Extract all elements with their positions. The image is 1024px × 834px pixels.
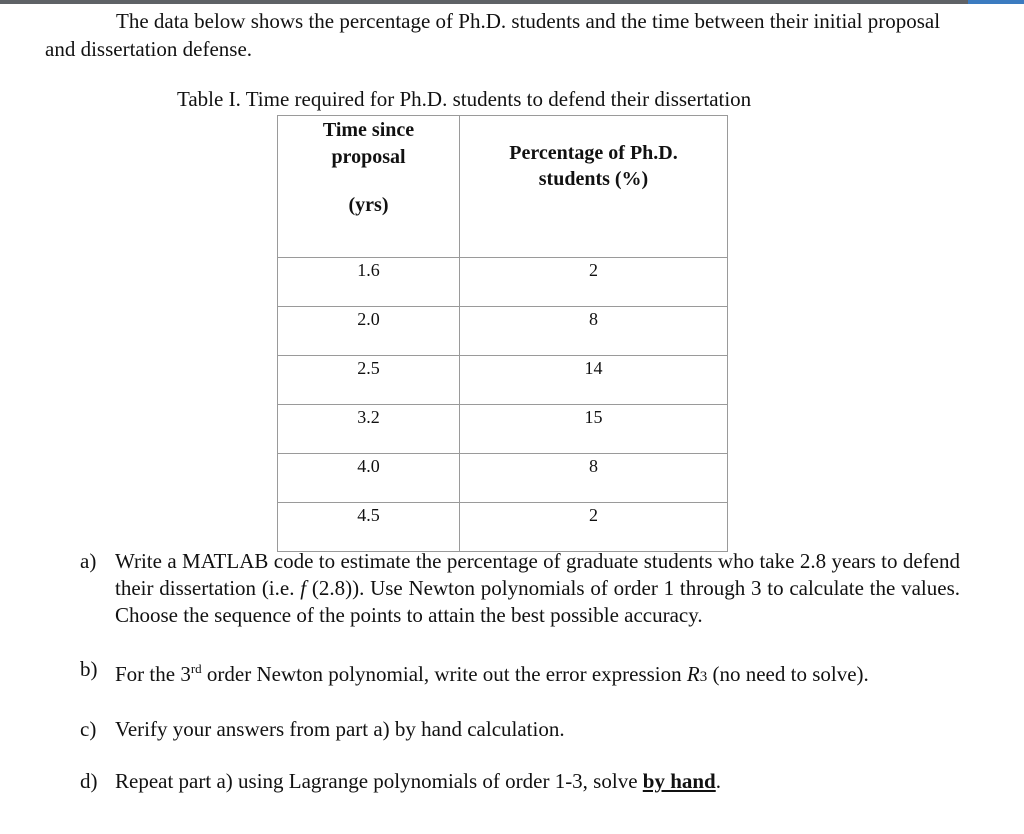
time-cell: 4.0	[278, 454, 460, 503]
table-row	[278, 356, 728, 405]
question-d-text-2: .	[715, 769, 721, 793]
time-header-line1: Time since	[322, 119, 415, 141]
table-row	[278, 405, 728, 454]
percentage-cell: 2	[460, 503, 728, 552]
question-list	[80, 548, 960, 794]
question-b	[80, 656, 960, 690]
percentage-cell: 15	[460, 405, 728, 454]
question-marker: b)	[80, 657, 98, 681]
percentage-column-header	[460, 116, 728, 258]
table-row	[278, 454, 728, 503]
time-cell: 2.5	[278, 356, 460, 405]
table-row	[278, 307, 728, 356]
question-b-text-2: order Newton polynomial, write out the error expression	[201, 662, 687, 686]
time-cell: 4.5	[278, 503, 460, 552]
question-d-text-1: Repeat part a) using Lagrange polynomials of order 1-3, solve	[115, 769, 643, 793]
question-marker: c)	[80, 717, 97, 741]
time-cell: 2.0	[278, 307, 460, 356]
intro-paragraph: The data below shows the percentage of Ph.D. students and the time between their initial proposal and dissertation defense.	[45, 9, 941, 61]
question-c-text: Verify your answers from part a) by hand calculation.	[115, 717, 565, 741]
question-b-text-1: For the 3	[115, 662, 191, 686]
question-marker: a)	[80, 549, 97, 573]
table-row	[278, 258, 728, 307]
question-a-text-2: (2.8)). Use Newton polynomials of order 1 through 3 to calculate the values. Choose the sequence of the points to attain the best possible accuracy.	[115, 576, 960, 627]
emphasis-by-hand: by hand	[642, 769, 716, 793]
time-cell: 1.6	[278, 258, 460, 307]
percentage-cell: 14	[460, 356, 728, 405]
question-a	[80, 548, 960, 629]
question-d	[80, 768, 960, 794]
time-header-line2: proposal	[331, 146, 406, 168]
question-b-text-3: (no need to solve).	[707, 662, 869, 686]
function-symbol: f	[300, 576, 307, 600]
error-subscript: 3	[699, 669, 708, 685]
error-symbol: R	[686, 662, 700, 686]
data-table	[277, 115, 728, 552]
percentage-cell: 2	[460, 258, 728, 307]
window-top-accent	[968, 0, 1024, 4]
table-row	[278, 503, 728, 552]
time-cell: 3.2	[278, 405, 460, 454]
ordinal-superscript: rd	[190, 661, 202, 676]
table-header-row	[278, 116, 728, 258]
percentage-cell: 8	[460, 454, 728, 503]
percentage-cell: 8	[460, 307, 728, 356]
table-caption: Table I. Time required for Ph.D. students to defend their dissertation	[177, 87, 752, 111]
question-a-text-1: Write a MATLAB code to estimate the percentage of graduate students who take 2.8 years to defend their dissertation (i.e.	[115, 549, 960, 600]
window-top-border	[0, 0, 1024, 4]
pct-header-line2: students (%)	[538, 168, 649, 190]
time-column-header	[278, 116, 460, 258]
question-c	[80, 716, 960, 742]
pct-header-line1: Percentage of Ph.D.	[509, 142, 678, 164]
question-marker: d)	[80, 769, 98, 793]
time-header-units: (yrs)	[348, 194, 389, 216]
